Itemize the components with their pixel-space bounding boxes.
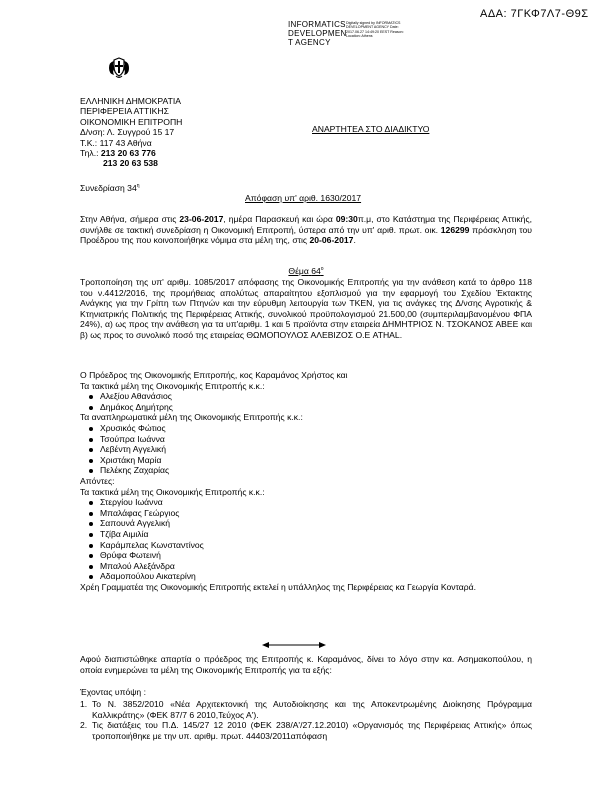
subject-heading: Θέμα $64^o$: [288, 266, 324, 276]
subject-paragraph: Τροποποίηση της υπ' αριθμ. 1085/2017 απόφασης της Οικονομικής Επιτροπής για την ανάθεση κατά το άρθρο 118 του ν.4412/2016, της προμήθειας απολύτως απαραίτητου εξοπλισμού για την εφαρμογή του Σχεδίου Έκτακτης Ανάγκης για την Γρίπη των Πτηνών και την εύρυθμη λειτουργία των ΤΚΕΝ, για τις ανάγκες της Δ/νσης Αγροτικής & Κτηνιατρικής Πολιτικής της Περιφέρειας Αττικής, συνολικού προϋπολογισμού 21.500,00 (συμπεριλαμβανομένου ΦΠΑ 24%), α) ως προς την ανάθεση για τα υπ'αριθμ. 1 και 5 προϊόντα στην εταιρεία ΔΗΜΗΤΡΙΟΣ Ν. ΤΣΟΚΑΝΟΣ ΑΒΕΕ και β) ως προς το συνολικό ποσό της εταιρείας ΘΩΜΟΠΟΥΛΟΣ ΑΛΕΒΙΖΟΣ Ο.Ε ATHAL.: [80, 277, 532, 340]
list-item: Χρυσικός Φώτιος: [88, 423, 532, 434]
list-item: Πελέκης Ζαχαρίας: [88, 465, 532, 476]
attendance-section: [80, 370, 532, 592]
meeting-date: 23-06-2017: [179, 214, 224, 224]
digital-signature-stamp: [288, 20, 404, 47]
regular-present-list: [80, 391, 532, 412]
quorum-paragraph: Αφού διαπιστώθηκε απαρτία ο πρόεδρος της Επιτροπής κ. Καραμάνος, δίνει το λόγο στην κα. Ασημακοπούλου, η οποία ενημερώνει τα μέλη της Οικονομικής Επιτροπής για τα εξής:: [80, 654, 532, 675]
ida-signature-details: Digitally signed by INFORMATICS DEVELOPMENT AGENCY Date: 2017.06.27 14:49:20 EEST Reason: Location: Athens: [346, 21, 404, 38]
list-item: Καράμπελας Κωνσταντίνος: [88, 540, 532, 551]
list-item: Μπαλάφας Γεώργιος: [88, 508, 532, 519]
list-item: Σαπουνά Αγγελική: [88, 518, 532, 529]
session-num: 34: [127, 183, 137, 193]
ida-line-2: DEVELOPMEN: [288, 29, 347, 38]
header-address: Δ/νση: Λ. Συγγρού 15 17: [80, 127, 175, 138]
list-item: Μπαλού Αλεξάνδρα: [88, 561, 532, 572]
list-item: Χριστάκη Μαρία: [88, 455, 532, 466]
session-sup: η: [136, 183, 140, 190]
alternate-members-label: Τα αναπληρωματικά μέλη της Οικονομικής Επιτροπής κ.κ.:: [80, 412, 303, 423]
secretary-line: Χρέη Γραμματέα της Οικονομικής Επιτροπής εκτελεί η υπάλληλος της Περιφέρειας κα Γεωργία Κονταρά.: [80, 581, 477, 592]
header-country: ΕΛΛΗΝΙΚΗ ΔΗΜΟΚΡΑΤΙΑ: [80, 96, 181, 106]
authority-header: [80, 96, 182, 169]
list-item: Τσούπρα Ιωάννα: [88, 434, 532, 445]
company-1: ΔΗΜΗΤΡΙΟΣ Ν. ΤΣΟΚΑΝΟΣ ΑΒΕΕ: [382, 319, 519, 330]
alternate-present-list: [80, 423, 532, 476]
invitation-date: 20-06-2017: [309, 235, 354, 246]
header-postcode: Τ.Κ.: 117 43 Αθήνα: [80, 137, 152, 148]
intro-paragraph: Στην Αθήνα, σήμερα στις 23-06-2017, ημέρα Παρασκευή και ώρα 09:30π.μ, στο Κατάστημα της Περιφέρειας Αττικής, συνήλθε σε τακτική συνεδρίαση η Οικονομική Επιτροπή, ύστερα από την υπ' αριθ. πρωτ. οικ. 126299 πρόσκληση του Προέδρου της που κοινοποιήθηκε νόμιμα στα μέλη της, στις 20-06-2017.: [80, 214, 532, 246]
absent-regular-label: Τα τακτικά μέλη της Οικονομικής Επιτροπής κ.κ.:: [80, 486, 265, 497]
list-item: Αλεξίου Αθανάσιος: [88, 391, 532, 402]
phone-value-1: 213 20 63 776: [100, 148, 156, 159]
president-line: Ο Πρόεδρος της Οικονομικής Επιτροπής, κος Καραμάνος Χρήστος και: [80, 370, 348, 380]
header-committee: ΟΙΚΟΝΟΜΙΚΗ ΕΠΙΤΡΟΠΗ: [80, 116, 183, 127]
having-regard-label: Έχοντας υπόψη :: [80, 687, 146, 697]
references-list: [80, 699, 532, 741]
header-region: ΠΕΡΙΦΕΡΕΙΑ ΑΤΤΙΚΗΣ: [80, 106, 169, 117]
ida-line-1: INFORMATICS: [288, 20, 346, 29]
header-phone: [80, 148, 182, 158]
list-item: Δημάκος Δημήτρης: [88, 402, 532, 413]
list-item: Αδαμοπούλου Αικατερίνη: [88, 571, 532, 582]
absent-label: Απόντες:: [80, 475, 115, 486]
ida-line-3: T AGENCY: [288, 38, 331, 47]
regular-members-label: Τα τακτικά μέλη της Οικονομικής Επιτροπής κ.κ.:: [80, 380, 265, 391]
list-item: Λεβέντη Αγγελική: [88, 444, 532, 455]
list-item: Τζίβα Αιμιλία: [88, 529, 532, 540]
decision-number: Απόφαση υπ' αριθ. 1630/2017: [245, 193, 362, 203]
phone-value-2: 213 20 63 538: [103, 158, 158, 169]
list-item: 2. Τις διατάξεις του Π.Δ. 145/27 12 2010 (ΦΕΚ 238/Α'/27.12.2010) «Οργανισμός της Περιφέρειας Αττικής» όπως τροποποιήθηκε με την υπ. αριθμ. πρωτ. 44403/2011απόφαση: [80, 720, 532, 741]
ada-code: ΑΔΑ: 7ΓΚΦ7Λ7-Θ9Σ: [480, 8, 589, 20]
session-label: Συνεδρίαση: [80, 183, 125, 193]
greek-emblem-icon: [106, 54, 132, 80]
list-item: 1. Το Ν. 3852/2010 «Νέα Αρχιτεκτονική της Αυτοδιοίκησης και της Αποκεντρωμένης Διοίκησης Πρόγραμμα Καλλικράτης» (ΦΕΚ 87/7 6 2010,Τεύχος Α').: [80, 699, 532, 720]
absent-list: [80, 497, 532, 582]
double-arrow-separator: [262, 641, 326, 652]
phone-label: Τηλ.:: [80, 148, 99, 159]
meeting-time: 09:30: [335, 214, 358, 224]
publish-online-notice: ΑΝΑΡΤΗΤΕΑ ΣΤΟ ΔΙΑΔΙΚΤΥΟ: [312, 124, 430, 134]
list-item: Θρύφα Φωτεινή: [88, 550, 532, 561]
company-2: ΘΩΜΟΠΟΥΛΟΣ ΑΛΕΒΙΖΟΣ Ο.Ε ATHAL.: [246, 329, 403, 340]
invitation-protocol: 126299: [440, 224, 470, 235]
session-number: [80, 183, 140, 194]
list-item: Στεργίου Ιωάννα: [88, 497, 532, 508]
